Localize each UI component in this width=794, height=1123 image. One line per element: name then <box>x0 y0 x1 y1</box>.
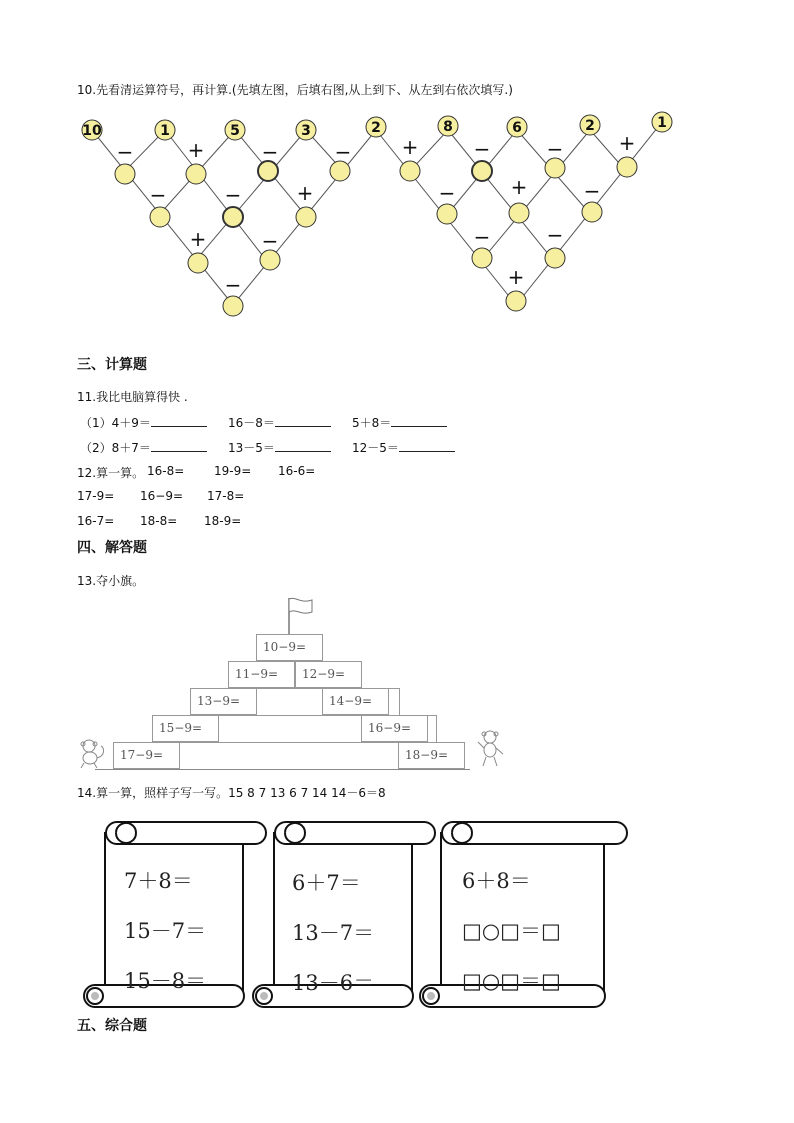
scroll1-line: 15－8＝ <box>124 969 207 993</box>
answer-circle <box>582 202 602 222</box>
scroll3-line[interactable]: □○□＝□ <box>462 969 561 993</box>
pyramid-cell: 13−9= <box>190 688 257 715</box>
operator: + <box>507 265 525 289</box>
start-number: 2 <box>371 120 381 136</box>
start-number: 6 <box>512 120 522 136</box>
answer-circle <box>545 248 565 268</box>
start-number: 3 <box>301 123 311 139</box>
operator: − <box>334 140 352 164</box>
q12-item: 16-6= <box>278 464 316 478</box>
pyramid-cell: 17−9= <box>113 742 180 769</box>
operator: − <box>473 225 491 249</box>
answer-circle <box>472 248 492 268</box>
answer-circle <box>545 158 565 178</box>
q12-item: 16−9= <box>140 489 184 503</box>
q12-item: 17-9= <box>77 489 115 503</box>
pyramid-cell: 11−9= <box>228 661 295 688</box>
operator: − <box>546 223 564 247</box>
ground-line <box>95 769 470 770</box>
pyramid-cell: 12−9= <box>295 661 362 688</box>
pyramid-cell: 14−9= <box>322 688 389 715</box>
answer-circle <box>260 250 280 270</box>
operator: + <box>510 175 528 199</box>
section-heading: 三、计算题 <box>77 357 147 373</box>
answer-circle <box>296 207 316 227</box>
operator: − <box>546 137 564 161</box>
answer-circle <box>188 253 208 273</box>
answer-blank[interactable] <box>151 415 207 427</box>
q11-cell <box>228 414 331 431</box>
q11-cell <box>352 414 447 431</box>
operator: − <box>473 137 491 161</box>
scroll2-line: 13－6＝ <box>292 971 375 995</box>
start-number: 10 <box>82 123 102 139</box>
answer-circle <box>115 164 135 184</box>
operator: − <box>261 140 279 164</box>
operator: + <box>401 135 419 159</box>
scroll2-line: 13－7＝ <box>292 921 375 945</box>
start-number: 5 <box>230 123 240 139</box>
q12-item: 18-9= <box>204 514 242 528</box>
answer-blank[interactable] <box>275 440 331 452</box>
answer-circle <box>223 296 243 316</box>
operator: − <box>149 183 167 207</box>
q11-row-2 <box>80 439 207 456</box>
q12-title: 12.算一算。 <box>77 466 145 480</box>
answer-circle <box>437 204 457 224</box>
monkey-right-icon <box>474 728 508 770</box>
answer-blank[interactable] <box>399 440 455 452</box>
start-number: 1 <box>657 115 667 131</box>
answer-circle <box>509 203 529 223</box>
answer-circle <box>506 291 526 311</box>
section-heading: 五、综合题 <box>77 1018 147 1034</box>
q11-cell <box>352 439 455 456</box>
operator: − <box>116 140 134 164</box>
q11-item: 5＋8＝ <box>352 416 392 430</box>
scroll3-line[interactable]: □○□＝□ <box>462 919 561 943</box>
answer-circle <box>150 207 170 227</box>
scroll1-line: 15－7＝ <box>124 919 207 943</box>
operator: + <box>187 138 205 162</box>
operator: − <box>261 229 279 253</box>
pyramid-cell: 10−9= <box>256 634 323 661</box>
answer-blank[interactable] <box>275 415 331 427</box>
scroll1-line: 7＋8＝ <box>124 869 193 893</box>
answer-circle <box>186 164 206 184</box>
scroll3-line: 6＋8＝ <box>462 869 531 893</box>
q11-item: 16－8＝ <box>228 416 275 430</box>
scroll2-line: 6＋7＝ <box>292 871 361 895</box>
section-heading: 四、解答题 <box>77 540 147 556</box>
q11-cell <box>228 439 331 456</box>
q12-item: 16-8= <box>147 464 185 478</box>
q12-item: 17-8= <box>207 489 245 503</box>
operator: − <box>224 183 242 207</box>
operator: + <box>618 131 636 155</box>
operator: − <box>583 179 601 203</box>
q11-item: （2）8＋7＝ <box>80 441 151 455</box>
answer-circle <box>258 161 278 181</box>
q10-text: 10.先看清运算符号，再计算.(先填左图，后填右图,从上到下、从左到右依次填写.) <box>77 83 513 97</box>
answer-circle <box>472 161 492 181</box>
flag-icon <box>286 596 316 634</box>
start-number: 1 <box>160 123 170 139</box>
q11-row-1 <box>80 414 207 431</box>
q11-item: （1）4＋9＝ <box>80 416 151 430</box>
monkey-left-icon <box>75 736 109 770</box>
operator: − <box>438 181 456 205</box>
start-number: 8 <box>443 119 453 135</box>
answer-circle <box>330 161 350 181</box>
pyramid-cell: 18−9= <box>398 742 465 769</box>
operator: + <box>189 227 207 251</box>
q12-item: 16-7= <box>77 514 115 528</box>
answer-circle <box>223 207 243 227</box>
operator: − <box>224 273 242 297</box>
q13-title: 13.夺小旗。 <box>77 574 145 588</box>
q11-title: 11.我比电脑算得快 . <box>77 390 188 404</box>
q14-title: 14.算一算，照样子写一写。15 8 7 13 6 7 14 14－6＝8 <box>77 786 386 800</box>
answer-blank[interactable] <box>391 415 447 427</box>
q12-item: 19-9= <box>214 464 252 478</box>
answer-circle <box>400 161 420 181</box>
q12-item: 18-8= <box>140 514 178 528</box>
operation-diagram <box>70 108 690 323</box>
pyramid-cell: 15−9= <box>152 715 219 742</box>
answer-blank[interactable] <box>151 440 207 452</box>
q11-item: 13－5＝ <box>228 441 275 455</box>
operator: + <box>296 181 314 205</box>
start-number: 2 <box>585 118 595 134</box>
q11-item: 12－5＝ <box>352 441 399 455</box>
answer-circle <box>617 157 637 177</box>
pyramid-cell: 16−9= <box>361 715 428 742</box>
